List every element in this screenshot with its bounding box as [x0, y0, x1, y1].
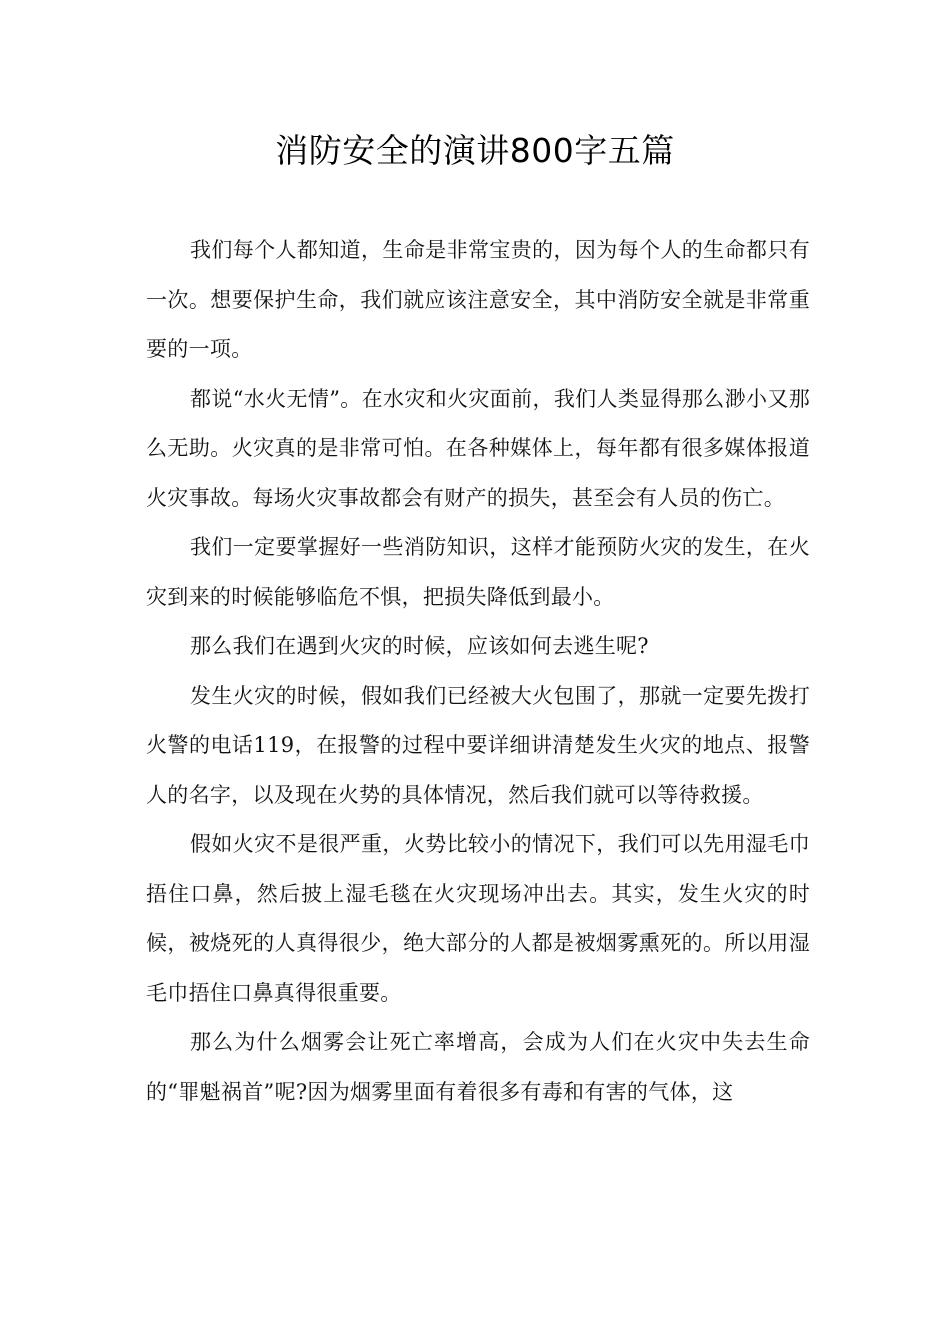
paragraph: 那么为什么烟雾会让死亡率增高，会成为人们在火灾中失去生命的“罪魁祸首”呢?因为烟雾里面有着很多有毒和有害的气体，这	[146, 1030, 810, 1104]
paragraph: 我们一定要掌握好一些消防知识，这样才能预防火灾的发生，在火灾到来的时候能够临危不惧，把损失降低到最小。	[146, 535, 810, 609]
paragraph: 假如火灾不是很严重，火势比较小的情况下，我们可以先用湿毛巾捂住口鼻，然后披上湿毛毯在火灾现场冲出去。其实，发生火灾的时候，被烧死的人真得很少，绝大部分的人都是被烟雾熏死的。所以用湿毛巾捂住口鼻真得很重要。	[146, 832, 810, 1005]
paragraph: 那么我们在遇到火灾的时候，应该如何去逃生呢?	[190, 634, 649, 658]
document-title: 消防安全的演讲800字五篇	[275, 131, 675, 170]
document-body	[146, 226, 810, 1117]
paragraph: 都说“水火无情”。在水灾和火灾面前，我们人类显得那么渺小又那么无助。火灾真的是非常可怕。在各种媒体上，每年都有很多媒体报道火灾事故。每场火灾事故都会有财产的损失，甚至会有人员的伤亡。	[146, 386, 810, 510]
paragraph: 发生火灾的时候，假如我们已经被大火包围了，那就一定要先拨打火警的电话119，在报警的过程中要详细讲清楚发生火灾的地点、报警人的名字，以及现在火势的具体情况，然后我们就可以等待救援。	[146, 683, 810, 807]
paragraph: 我们每个人都知道，生命是非常宝贵的，因为每个人的生命都只有一次。想要保护生命，我们就应该注意安全，其中消防安全就是非常重要的一项。	[146, 238, 810, 361]
